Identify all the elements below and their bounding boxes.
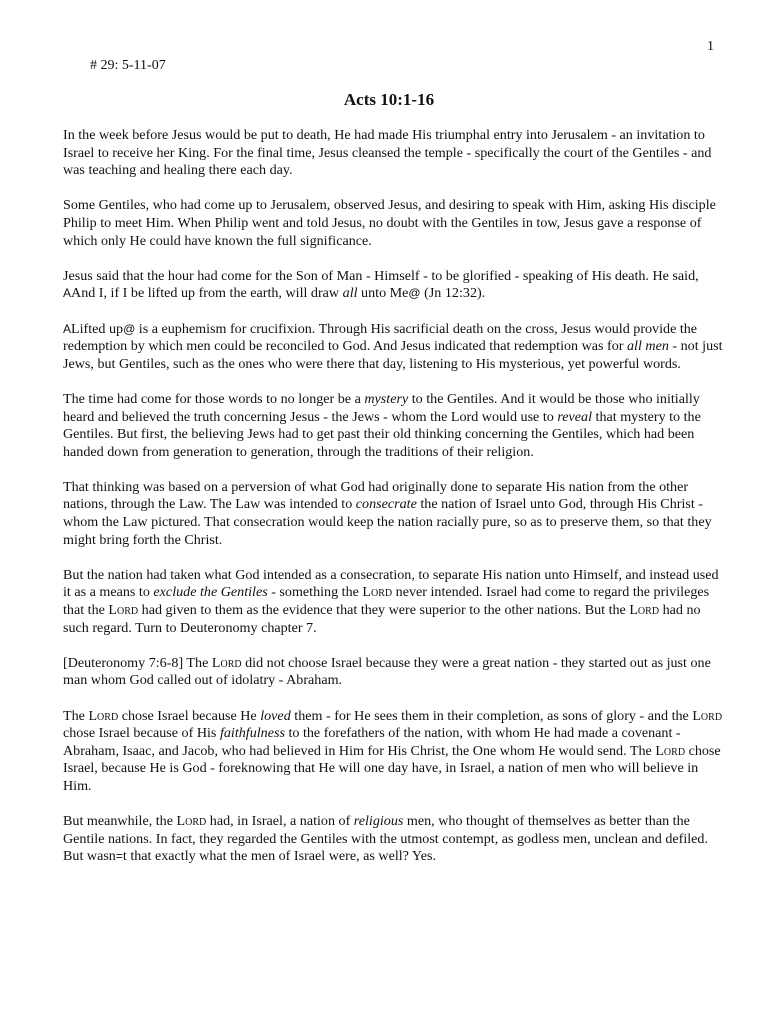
text-run: A <box>63 286 72 301</box>
document-id: # 29: 5-11-07 <box>90 58 166 73</box>
text-run: consecrate <box>355 496 417 513</box>
text-run: Lord <box>211 654 242 671</box>
text-run: chose Israel, because He is God - foreknowing that He will one day have, in Israel, a nation of men who will believe in Him. <box>63 742 721 794</box>
text-run: Lord <box>88 707 119 724</box>
text-run: all men <box>627 338 669 355</box>
text-run: to the forefathers of the nation, with whom He had made a covenant - Abraham, Isaac, and Jacob, who had believed in Him for His Christ, the One whom He would send. The <box>63 725 681 759</box>
text-run: But the nation had taken what God intended as a consecration, to separate His nation unto Himself, and instead used it as a means to <box>63 566 719 601</box>
paragraph-9 <box>63 708 723 796</box>
text-run: reveal <box>557 408 593 425</box>
page-number: 1 <box>707 39 714 54</box>
text-run: Lord <box>655 742 686 759</box>
text-run: had given to them as the evidence that they were superior to the other nations. But the <box>138 602 630 619</box>
paragraph-2 <box>63 197 723 250</box>
text-run: Lord <box>692 707 723 724</box>
paragraph-3 <box>63 268 723 303</box>
text-run: had no such regard. Turn to Deuteronomy chapter 7. <box>63 602 701 636</box>
text-run: In the week before Jesus would be put to death, He had made His triumphal entry into Jerusalem - an invitation to Israel to receive her King. For the final time, Jesus cleansed the temple - specifically the court of the Gentiles - and was teaching and healing there each day. <box>63 127 712 179</box>
text-run: to the Gentiles. And it would be those who initially heard and believed the truth concerning Jesus - the Jews - whom the Lord would use to <box>63 390 700 425</box>
text-run: @ <box>408 286 421 301</box>
text-run: all <box>342 285 358 302</box>
text-run: - something the <box>267 584 363 601</box>
paragraph-6 <box>63 479 723 549</box>
text-run: Lord <box>362 584 393 601</box>
paragraph-10 <box>63 813 723 866</box>
text-run: And I, if I be lifted up from the earth, will draw <box>71 285 343 302</box>
text-run: that mystery to the Gentiles. But first, the believing Jews had to get past their old thinking concerning the Gentiles, which had been handed down from generation to generation, through the traditions of their religion. <box>63 408 701 460</box>
text-run: t that exactly what the men of Israel were, as well? Yes. <box>122 848 436 865</box>
text-run: exclude the Gentiles <box>153 584 268 601</box>
paragraph-4 <box>63 321 723 374</box>
text-run: had, in Israel, a nation of <box>206 813 354 830</box>
text-run: Jesus said that the hour had come for the Son of Man - Himself - to be glorified - speaking of His death. He said, <box>63 267 699 284</box>
text-run: them - for He sees them in their completion, as sons of glory - and the <box>290 707 693 724</box>
text-run: (Jn 12:32). <box>420 285 486 302</box>
text-run: - not just Jews, but Gentiles, such as the ones who were there that day, listening to His mysterious, yet powerful words. <box>63 338 723 372</box>
text-run: the nation of Israel unto God, through His Christ - whom the Law pictured. That consecration would keep the nation racially pure, so as to preserve them, so that they might bring forth the Christ. <box>63 496 712 548</box>
text-run: did not choose Israel because they were a great nation - they started out as just one man whom God called out of idolatry - Abraham. <box>63 654 711 689</box>
text-run: mystery <box>364 390 409 407</box>
paragraph-8 <box>63 655 723 690</box>
text-run: The <box>63 707 89 724</box>
document-title: Acts 10:1-16 <box>343 90 435 109</box>
text-run: @ <box>123 321 136 336</box>
text-run: loved <box>260 707 291 724</box>
paragraph-5 <box>63 391 723 461</box>
text-run: The time had come for those words to no longer be a <box>63 390 365 407</box>
text-run: Lifted up <box>71 320 124 337</box>
paragraph-1 <box>63 127 723 180</box>
paragraph-7 <box>63 567 723 637</box>
text-run: is a euphemism for crucifixion. Through His sacrificial death on the cross, Jesus would provide the redemption by which men could be reconciled to God. And Jesus indicated that redemption was for <box>63 320 698 355</box>
text-run: That thinking was based on a perversion of what God had originally done to separate His nation from the other nations, through the Law. The Law was intended to <box>63 478 689 513</box>
text-run: Lord <box>629 602 660 619</box>
text-run: Some Gentiles, who had come up to Jerusalem, observed Jesus, and desiring to speak with Him, asking His disciple Philip to meet Him. When Philip went and told Jesus, no doubt with the Gentiles in tow, Jesus gave a response of which only He could have known the full significance. <box>63 197 716 249</box>
text-run: But meanwhile, the <box>63 813 177 830</box>
text-run: never intended. Israel had come to regard the privileges that the <box>63 584 710 619</box>
text-run: A <box>63 321 72 336</box>
text-run: unto Me <box>357 285 409 302</box>
document-body <box>63 127 723 884</box>
text-run: chose Israel because of His <box>63 725 220 742</box>
text-run: Lord <box>108 602 139 619</box>
text-run: faithfulness <box>219 725 285 742</box>
text-run: [Deuteronomy 7:6-8] The <box>63 654 212 671</box>
text-run: religious <box>353 813 404 830</box>
text-run: = <box>115 849 123 864</box>
text-run: Lord <box>176 813 207 830</box>
text-run: men, who thought of themselves as better than the Gentile nations. In fact, they regarded the Gentiles with the utmost contempt, as godless men, unclean and defiled. But wasn <box>63 813 708 865</box>
text-run: chose Israel because He <box>118 707 261 724</box>
